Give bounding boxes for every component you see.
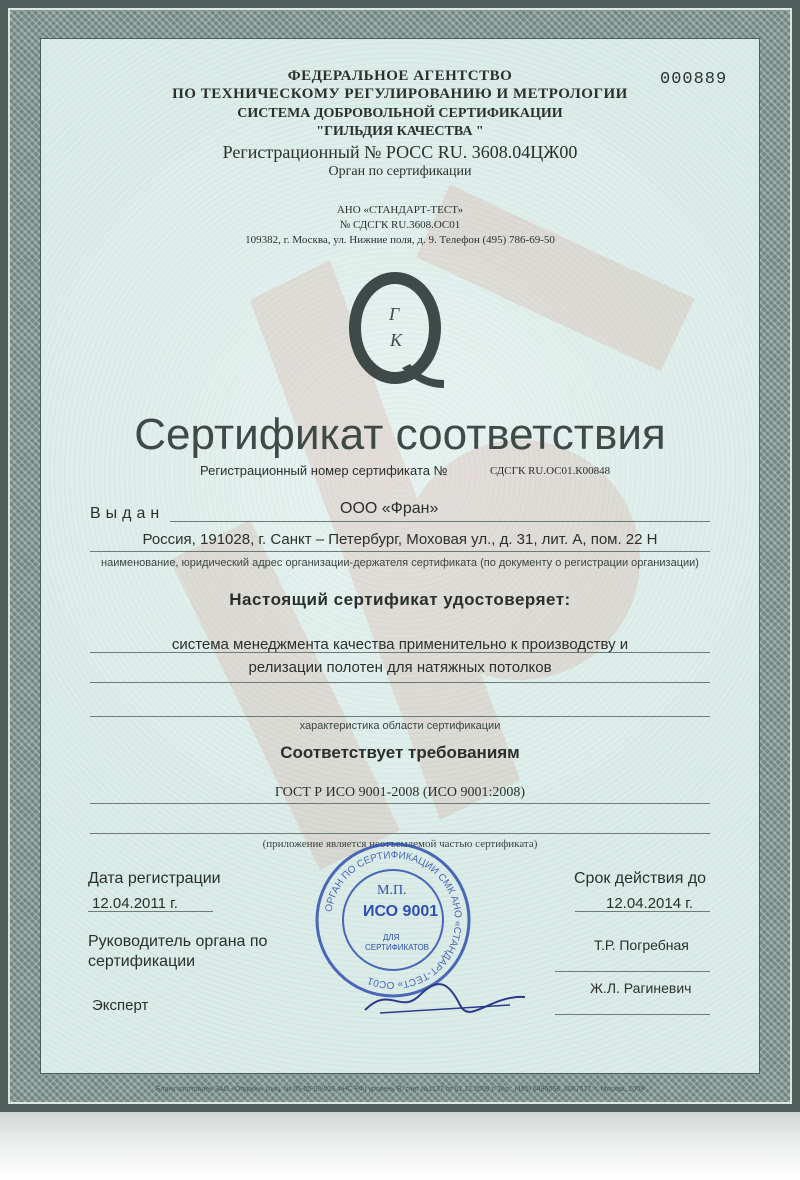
- attests-heading: Настоящий сертификат удостоверяет:: [229, 590, 571, 609]
- document-shadow: [0, 1112, 800, 1180]
- organization-address: 109382, г. Москва, ул. Нижние поля, д. 9. Телефон (495) 786-69-50: [245, 234, 555, 246]
- logo-letter-k: К: [390, 330, 402, 350]
- complies-heading: Соответствует требованиям: [280, 743, 520, 762]
- cert-number-label: Регистрационный номер сертификата №: [200, 463, 448, 478]
- standard-name: ГОСТ Р ИСО 9001-2008 (ИСО 9001:2008): [274, 785, 526, 800]
- address-underline: [90, 551, 710, 552]
- stamp-ring-text: ОРГАН ПО СЕРТИФИКАЦИИ СМК АНО «СТАНДАРТ-ТЕСТ» ОС01: [323, 849, 464, 991]
- head-name: Т.Р. Погребная: [594, 937, 689, 953]
- signature: [360, 975, 530, 1020]
- expert-name: Ж.Л. Рагиневич: [590, 980, 692, 996]
- system-name: СИСТЕМА ДОБРОВОЛЬНОЙ СЕРТИФИКАЦИИ: [237, 106, 563, 121]
- issued-label: Выдан: [90, 505, 165, 522]
- q-logo: [340, 270, 450, 400]
- stamp-certs: СЕРТИФИКАТОВ: [365, 943, 430, 952]
- standard-underline-2: [90, 833, 710, 834]
- valid-until-underline: [575, 911, 710, 912]
- valid-until-value: 12.04.2014 г.: [606, 895, 694, 912]
- organization-name: АНО «СТАНДАРТ-ТЕСТ»: [336, 204, 464, 216]
- head-label-1: Руководитель органа по: [88, 933, 268, 950]
- print-info: Бланк изготовлен ЗАО «Опцион» (лиц. № 05-05-09/003 ФНС РФ) уровень В, счет №1137 от 01.12.2009 г. Тел.: (495) 6486068, 6087617, г. Москва, 2009: [155, 1086, 645, 1093]
- expert-signature-line: [555, 1014, 710, 1015]
- scope-line-2: релизации полотен для натяжных потолков: [248, 659, 552, 676]
- organization-code: № СДСГК RU.3608.ОС01: [339, 219, 461, 231]
- issued-address: Россия, 191028, г. Санкт – Петербург, Моховая ул., д. 31, лит. А, пом. 22 Н: [142, 531, 658, 548]
- expert-label: Эксперт: [92, 997, 149, 1014]
- head-label-2: сертификации: [88, 953, 196, 970]
- issued-company: ООО «Фран»: [340, 500, 439, 517]
- agency-line-2: ПО ТЕХНИЧЕСКОМУ РЕГУЛИРОВАНИЮ И МЕТРОЛОГИИ: [172, 86, 628, 102]
- issued-underline: [170, 521, 710, 522]
- stamp-for: ДЛЯ: [383, 933, 400, 942]
- head-signature-line: [555, 971, 710, 972]
- stamp-iso: ИСО 9001: [363, 903, 439, 920]
- annex-caption: (приложение является неотъемлемой частью сертификата): [262, 838, 538, 850]
- logo-letter-g: Г: [389, 304, 400, 324]
- standard-underline-1: [90, 803, 710, 804]
- scope-line-1: система менеджмента качества применительно к производству и: [171, 636, 629, 653]
- registration-line: Регистрационный № РОСС RU. 3608.04ЦЖ00: [222, 142, 578, 162]
- cert-number: СДСГК RU.ОС01.К00848: [490, 465, 611, 477]
- stamp-mp: М.П.: [377, 883, 407, 898]
- reg-date-underline: [88, 911, 213, 912]
- body-label: Орган по сертификации: [328, 164, 472, 179]
- scope-underline-2: [90, 682, 710, 683]
- serial-number: 000889: [660, 70, 728, 89]
- certificate-title: Сертификат соответствия: [134, 410, 666, 459]
- reg-date-value: 12.04.2011 г.: [92, 895, 178, 912]
- scope-underline-3: [90, 716, 710, 717]
- scope-underline-1: [90, 652, 710, 653]
- reg-date-label: Дата регистрации: [88, 870, 221, 887]
- valid-until-label: Срок действия до: [574, 870, 707, 887]
- scope-caption: характеристика области сертификации: [299, 720, 501, 732]
- issued-caption: наименование, юридический адрес организации-держателя сертификата (по документу о регистрации организации): [101, 557, 699, 569]
- system-title: "ГИЛЬДИЯ КАЧЕСТВА ": [316, 124, 484, 139]
- agency-line-1: ФЕДЕРАЛЬНОЕ АГЕНТСТВО: [287, 68, 513, 84]
